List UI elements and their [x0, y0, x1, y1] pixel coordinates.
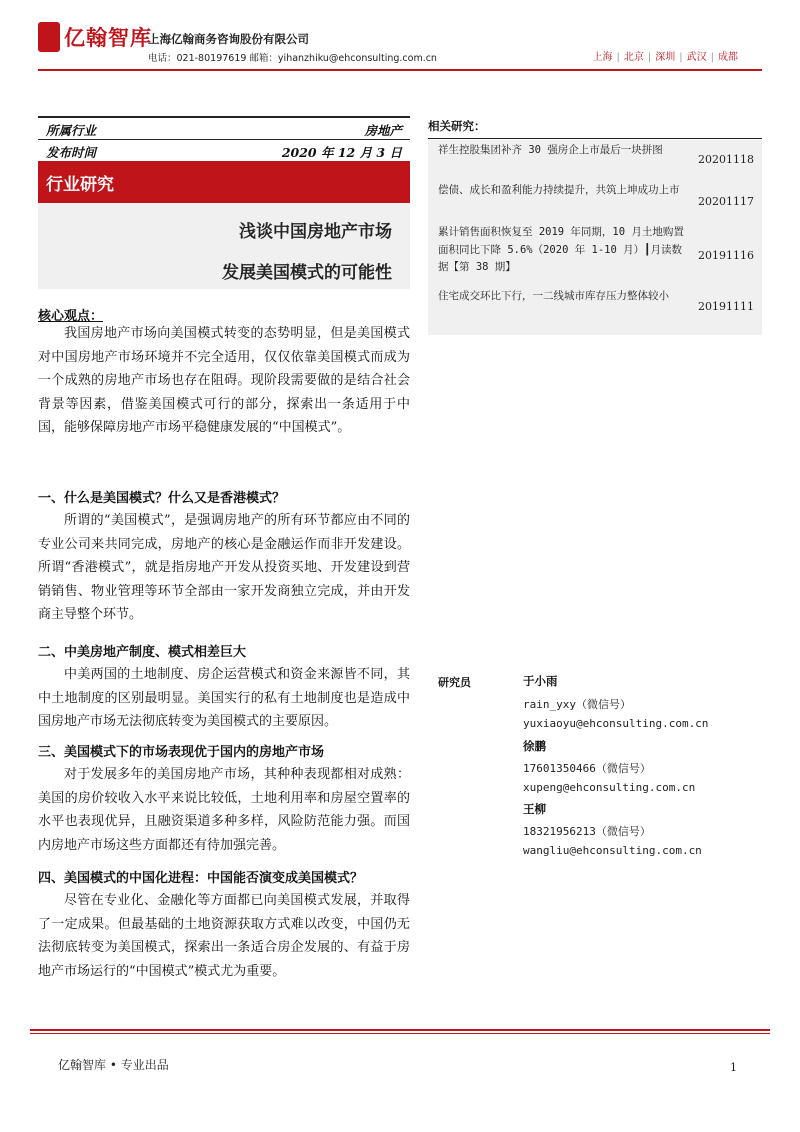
- analyst-email[interactable]: wangliu@ehconsulting.com.cn: [523, 844, 702, 857]
- section-heading: 一、什么是美国模式？什么又是香港模式？: [38, 491, 286, 506]
- analyst-wechat: 17601350466（微信号）: [523, 762, 651, 775]
- report-title-line1: 浅谈中国房地产市场: [239, 222, 392, 242]
- logo-text: 亿翰智库: [64, 26, 152, 50]
- analyst-name: 王柳: [523, 802, 546, 816]
- related-list: [428, 140, 762, 335]
- analyst-email[interactable]: xupeng@ehconsulting.com.cn: [523, 781, 696, 794]
- date-label: 发布时间: [46, 145, 97, 160]
- section-heading: 三、美国模式下的市场表现优于国内的房地产市场: [38, 745, 325, 760]
- core-view-text: 我国房地产市场向美国模式转变的态势明显，但是美国模式对中国房地产市场环境并不完全适用，仅仅依靠美国模式而成为一个成熟的房地产市场也存在阻碍。现阶段需要做的是结合社会背景等因素，借鉴美国模式可行的部分，探索出一条适用于中国，能够保障房地产市场平稳健康发展的“中国模式”。: [38, 326, 410, 436]
- page-number: 1: [730, 1061, 737, 1074]
- related-item-title[interactable]: 祥生控股集团补齐 30 强房企上市最后一块拼图: [438, 144, 663, 156]
- analyst-wechat: rain_yxy（微信号）: [523, 698, 631, 711]
- city: 深圳: [655, 52, 676, 63]
- logo-mark: [38, 22, 60, 52]
- section-heading: 四、美国模式的中国化进程：中国能否演变成美国模式？: [38, 871, 364, 886]
- analyst-name: 徐鹏: [523, 739, 546, 753]
- related-item-date: 20191116: [698, 249, 754, 262]
- analyst-wechat: 18321956213（微信号）: [523, 825, 651, 838]
- related-item-title[interactable]: 偿债、成长和盈利能力持续提升，共筑上坤成功上市: [438, 184, 680, 196]
- related-item-title[interactable]: 住宅成交环比下行，一二线城市库存压力整体较小: [438, 290, 669, 302]
- meta-industry-row: [38, 118, 410, 138]
- related-item-date: 20191111: [698, 300, 754, 313]
- industry-value: 房地产: [364, 123, 402, 138]
- related-item-date: 20201118: [698, 153, 754, 166]
- analyst-email[interactable]: yuxiaoyu@ehconsulting.com.cn: [523, 717, 709, 730]
- related-rule: [428, 138, 762, 139]
- section-text: 所谓的“美国模式”，是强调房地产的所有环节都应由不同的专业公司来共同完成，房地产的核心是金融运作而非开发建设。所谓“香港模式”，就是指房地产开发从投资买地、开发建设到营销销售、物业管理等环节全部由一家开发商独立完成，并由开发商主导整个环节。: [38, 513, 410, 623]
- title-box: [38, 203, 410, 289]
- section-heading: 二、中美房地产制度、模式相差巨大: [38, 645, 247, 660]
- header-divider: [38, 69, 762, 71]
- date-value: 2020 年 12 月 3 日: [281, 145, 402, 160]
- analyst-label: 研究员: [438, 676, 471, 689]
- report-title-line2: 发展美国模式的可能性: [222, 263, 392, 283]
- city-list: 上海 | 北京 | 深圳 | 武汉 | 成都: [592, 52, 738, 63]
- analyst-name: 于小雨: [523, 674, 558, 688]
- meta-date-row: [38, 140, 410, 160]
- footer-text: 亿翰智库 • 专业出品: [58, 1058, 169, 1072]
- city: 北京: [623, 52, 644, 63]
- city: 成都: [718, 52, 738, 63]
- section-text: 尽管在专业化、金融化等方面都已向美国模式发展，并取得了一定成果。但最基础的土地资源获取方式难以改变，中国仍无法彻底转变为美国模式，探索出一条适合房企发展的、有益于房地产市场运行的“中国模式”模式尤为重要。: [38, 893, 410, 979]
- related-heading: 相关研究：: [428, 119, 486, 133]
- report-type-banner: [38, 161, 410, 203]
- company-name: 上海亿翰商务咨询股份有限公司: [148, 32, 309, 46]
- city: 上海: [592, 52, 613, 63]
- section-text: 中美两国的土地制度、房企运营模式和资金来源皆不同，其中土地制度的区别最明显。美国实行的私有土地制度也是造成中国房地产市场无法彻底转变为美国模式的主要原因。: [38, 667, 410, 730]
- footer-rule: [30, 1029, 770, 1031]
- core-view-heading: 核心观点：: [38, 309, 104, 324]
- section-text: 对于发展多年的美国房地产市场，其种种表现都相对成熟：美国的房价较收入水平来说比较低，土地利用率和房屋空置率的水平也表现优异，且融资渠道多种多样，风险防范能力强。而国内房地产市场这些方面都还有待加强完善。: [38, 767, 410, 853]
- related-item-date: 20201117: [698, 195, 754, 208]
- city: 武汉: [686, 52, 707, 63]
- report-type-label: 行业研究: [46, 175, 114, 195]
- contact-info: 电话：021-80197619 邮箱：yihanzhiku@ehconsulting.com.cn: [148, 53, 437, 64]
- footer-rule-thin: [30, 1033, 770, 1034]
- industry-label: 所属行业: [46, 123, 97, 138]
- related-item-title[interactable]: 累计销售面积恢复至 2019 年同期，10 月土地购置面积同比下降 5.6%（2020 年 1-10 月）┃月读数据【第 38 期】: [438, 226, 684, 273]
